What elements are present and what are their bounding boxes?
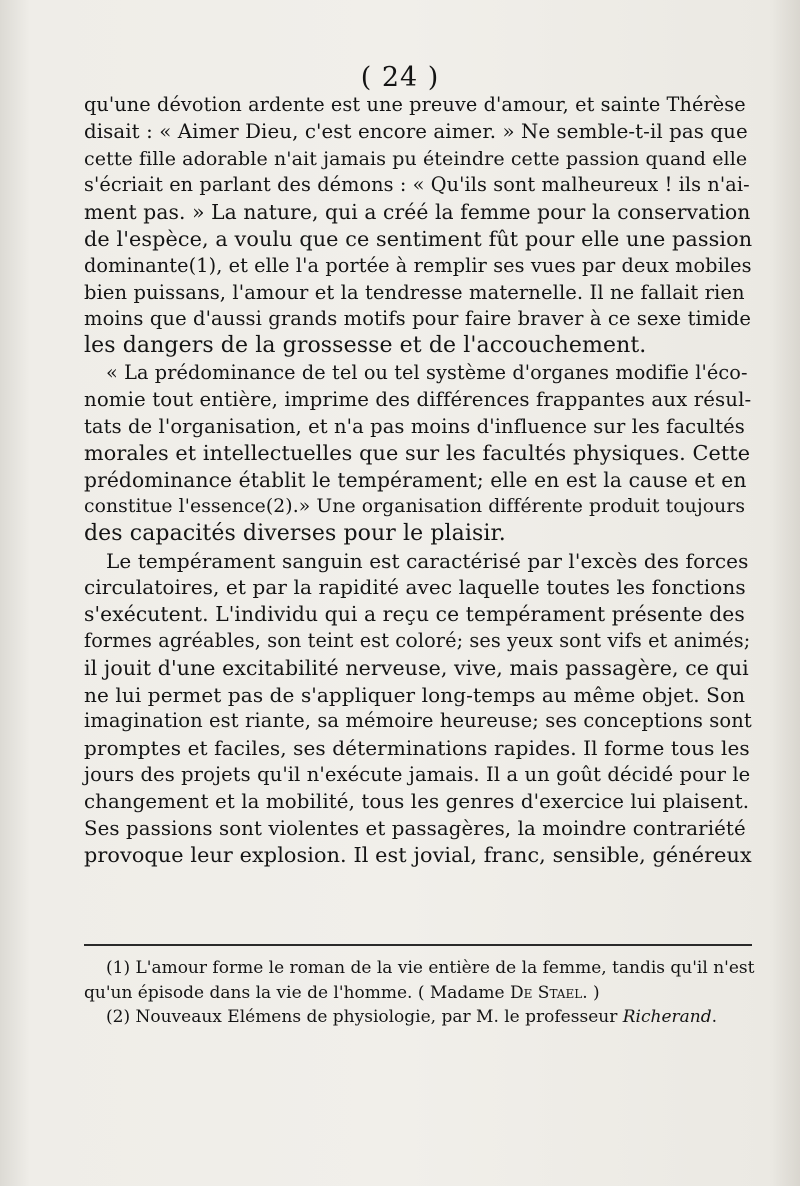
text-line: qu'une dévotion ardente est une preuve d'amour, et sainte Thérèse (84, 93, 746, 116)
text-line: de l'espèce, a voulu que ce sentiment fût pour elle une passion (84, 226, 753, 251)
text-line: ment pas. » La nature, qui a créé la femme pour la conservation (84, 200, 751, 225)
text-line: jours des projets qu'il n'exécute jamais. Il a un goût décidé pour le (84, 762, 751, 786)
text-line: des capacités diverses pour le plaisir. (84, 520, 506, 546)
text-line: prédominance établit le tempérament; elle en est la cause et en (84, 468, 747, 493)
text-line: il jouit d'une excitabilité nerveuse, vive, mais passagère, ce qui (84, 655, 749, 680)
footnote-1-text: qu'un épisode dans la vie de l'homme. ( Madame (84, 982, 510, 1003)
text-line: « La prédominance de tel ou tel système d'organes modifie l'éco- (106, 360, 748, 384)
text-line: tats de l'organisation, et n'a pas moins d'influence sur les facultés (84, 414, 745, 438)
text-line: circulatoires, et par la rapidité avec laquelle toutes les fonctions (84, 575, 746, 600)
text-line: promptes et faciles, ses déterminations rapides. Il forme tous les (84, 736, 750, 761)
text-line: morales et intellectuelles que sur les facultés physiques. Cette (84, 441, 751, 466)
text-line: moins que d'aussi grands motifs pour faire braver à ce sexe timide (84, 307, 752, 331)
footnotes (84, 956, 764, 1030)
text-line: changement et la mobilité, tous les genres d'exercice lui plaisent. (84, 789, 750, 813)
text-line: s'écriait en parlant des démons : « Qu'ils sont malheureux ! ils n'ai- (84, 173, 750, 197)
text-line: disait : « Aimer Dieu, c'est encore aimer. » Ne semble-t-il pas que (84, 119, 748, 143)
text-line: Le tempérament sanguin est caractérisé par l'excès des forces (106, 548, 749, 573)
text-line: constitue l'essence(2).» Une organisation différente produit toujours (84, 495, 746, 517)
footnote-1-close: . ) (582, 982, 600, 1003)
text-line: les dangers de la grossesse et de l'accouchement. (84, 333, 647, 359)
main-text (84, 92, 752, 869)
text-line: formes agréables, son teint est coloré; ses yeux sont vifs et animés; (84, 628, 751, 652)
page-number: ( 24 ) (360, 62, 440, 93)
text-line: imagination est riante, sa mémoire heureuse; ses conceptions sont (84, 709, 752, 733)
footnote-1: (1) L'amour forme le roman de la vie entière de la femme, tandis qu'il n'est (106, 958, 755, 978)
footnote-1-author: De Stael (510, 982, 583, 1003)
footnote-2-close: . (711, 1007, 718, 1027)
text-line: provoque leur explosion. Il est jovial, franc, sensible, généreux (84, 843, 752, 868)
text-line: ne lui permet pas de s'appliquer long-temps au même objet. Son (84, 682, 746, 707)
footnote-2 (84, 1005, 764, 1030)
footnote-2-text: (2) Nouveaux Elémens de physiologie, par M. le professeur (106, 1007, 623, 1027)
footnote-rule (84, 944, 752, 946)
text-line: s'exécutent. L'individu qui a reçu ce tempérament présente des (84, 602, 745, 627)
footnote-2-author: Richerand (622, 1007, 712, 1027)
text-line: nomie tout entière, imprime des différences frappantes aux résul- (84, 387, 752, 411)
text-line: cette fille adorable n'ait jamais pu éteindre cette passion quand elle (84, 147, 748, 170)
text-line: Ses passions sont violentes et passagères, la moindre contrariété (84, 816, 746, 840)
text-line: bien puissans, l'amour et la tendresse maternelle. Il ne fallait rien (84, 280, 745, 304)
text-line: dominante(1), et elle l'a portée à remplir ses vues par deux mobiles (84, 253, 752, 277)
footnote-1-continued (84, 981, 764, 1006)
